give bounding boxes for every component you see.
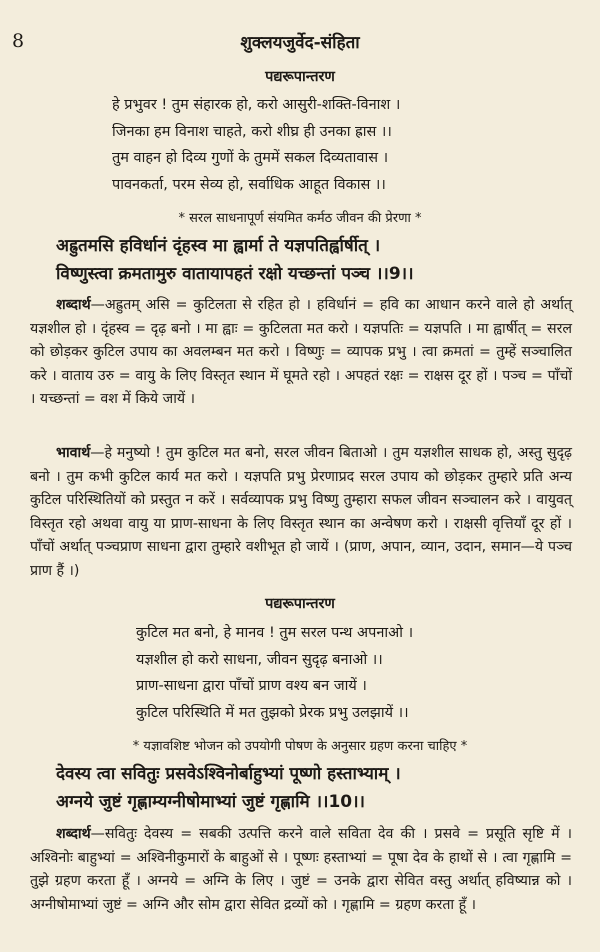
verse-line: जिनका हम विनाश चाहते, करो शीघ्र ही उनका ह्रास ।। bbox=[112, 123, 392, 140]
shabdartha-9 bbox=[30, 294, 572, 412]
verse-line: प्राण-साधना द्वारा पाँचों प्राण वश्य बन जायें । bbox=[136, 678, 367, 694]
verse-line: पावनकर्ता, परम सेव्य हो, सर्वाधिक आहूत विकास ।। bbox=[112, 176, 386, 193]
verse-line: कुटिल मत बनो, हे मानव ! तुम सरल पन्थ अपनाओ । bbox=[136, 625, 414, 641]
section2-heading: पद्यरूपान्तरण bbox=[265, 596, 335, 612]
running-title: शुक्लयजुर्वेद-संहिता bbox=[240, 33, 360, 53]
bhavartha-label: भावार्थ bbox=[56, 445, 91, 461]
shabdartha-text: —अह्रुतम् असि = कुटिलता से रहित हो । हविर्धानं = हवि का आधान करने वाले हो अर्थात् यज्ञशील हो । दृंहस्व = दृढ़ बनो । मा ह्वाः = कुटिलता मत करो । यज्ञपतिः = यज्ञपति । मा ह्वार्षीत् = सरल को छोड़कर कुटिल उपाय का अवलम्बन मत करो । विष्णुः = व्यापक प्रभु । त्वा क्रमतां = तुम्हें सञ्चालित करे । वाताय उरु = वायु के लिए विस्तृत स्थान में घूमते रहो । अपहतं रक्षः = राक्षस दूर हों । पञ्च = पाँचों । यच्छन्तां = वश में किये जायें । bbox=[30, 297, 572, 408]
bhavartha-text: —हे मनुष्यो ! तुम कुटिल मत बनो, सरल जीवन बिताओ । तुम यज्ञशील साधक हो, अस्तु सुदृढ़ बनो । तुम कभी कुटिल कार्य मत करो । यज्ञपति प्रभु प्रेरणाप्रद सरल उपाय को छोड़कर तुम्हारे प्रति अन्य कुटिल परिस्थितियों को प्रस्तुत न करें । सर्वव्यापक प्रभु विष्णु तुम्हारा सफल जीवन सञ्चालन करे । वायुवत् विस्तृत रहो अथवा वायु या प्राण-साधना के लिए विस्तृत स्थान का अन्वेषण करो । राक्षसी वृत्तियाँ दूर हों । पाँचों अर्थात् पञ्चप्राण साधना द्वारा तुम्हारे वशीभूत हो जायें । (प्राण, अपान, व्यान, उदान, समान—ये पञ्च प्राण हैं ।) bbox=[30, 445, 572, 579]
section1-heading: पद्यरूपान्तरण bbox=[265, 69, 335, 85]
page-number: 8 bbox=[12, 30, 25, 52]
mantra-line: देवस्य त्वा सवितुः प्रसवेऽश्विनोर्बाहुभ्यां पूष्णो हस्ताभ्याम् । bbox=[56, 764, 401, 784]
shabdartha-10 bbox=[30, 823, 572, 917]
motto-2: * यज्ञावशिष्ट भोजन को उपयोगी पोषण के अनुसार ग्रहण करना चाहिए * bbox=[132, 739, 468, 754]
shabdartha-text: —सवितुः देवस्य = सबकी उत्पत्ति करने वाले सविता देव की । प्रसवे = प्रसूति सृष्टि में । अश्विनोः बाहुभ्यां = अश्विनीकुमारों के बाहुओं से । पूष्णः हस्ताभ्यां = पूषा देव के हाथों से । त्वा गृह्णामि = तुझे ग्रहण करता हूँ । अग्नये = अग्नि के लिए । जुष्टं = उनके द्वारा सेवित वस्तु अर्थात् हविष्यान्न को । अग्नीषोमाभ्यां जुष्टं = अग्नि और सोम द्वारा सेवित द्रव्यों को । गृह्णामि = ग्रहण करता हूँ । bbox=[30, 826, 572, 913]
mantra-9 bbox=[0, 232, 600, 288]
verse-line: तुम वाहन हो दिव्य गुणों के तुममें सकल दिव्यतावास । bbox=[112, 150, 389, 166]
shabdartha-label: शब्दार्थ bbox=[56, 297, 91, 313]
verse-line: कुटिल परिस्थिति में मत तुझको प्रेरक प्रभु उलझायें ।। bbox=[136, 704, 409, 721]
mantra-10 bbox=[0, 760, 600, 816]
shabdartha-label: शब्दार्थ bbox=[56, 826, 91, 842]
mantra-line: अग्नये जुष्टं गृह्णाम्यग्नीषोमाभ्यां जुष्टं गृह्णामि ।।10।। bbox=[56, 792, 365, 812]
verse-line: यज्ञशील हो करो साधना, जीवन सुदृढ़ बनाओ ।। bbox=[136, 651, 383, 668]
mantra-line: विष्णुस्त्वा क्रमतामुरु वातायापहतं रक्षो यच्छन्तां पञ्च ।।9।। bbox=[56, 264, 414, 284]
motto-1: * सरल साधनापूर्ण संयमित कर्मठ जीवन की प्रेरणा * bbox=[178, 211, 422, 226]
section2-verse bbox=[0, 620, 600, 726]
bhavartha-9 bbox=[30, 442, 572, 584]
section1-verse bbox=[0, 92, 600, 198]
mantra-line: अह्रुतमसि हविर्धानं दृंहस्व मा ह्वार्मा ते यज्ञपतिर्ह्वार्षीत् । bbox=[56, 236, 381, 256]
page-header bbox=[0, 28, 600, 52]
verse-line: हे प्रभुवर ! तुम संहारक हो, करो आसुरी-शक्ति-विनाश । bbox=[112, 97, 401, 113]
